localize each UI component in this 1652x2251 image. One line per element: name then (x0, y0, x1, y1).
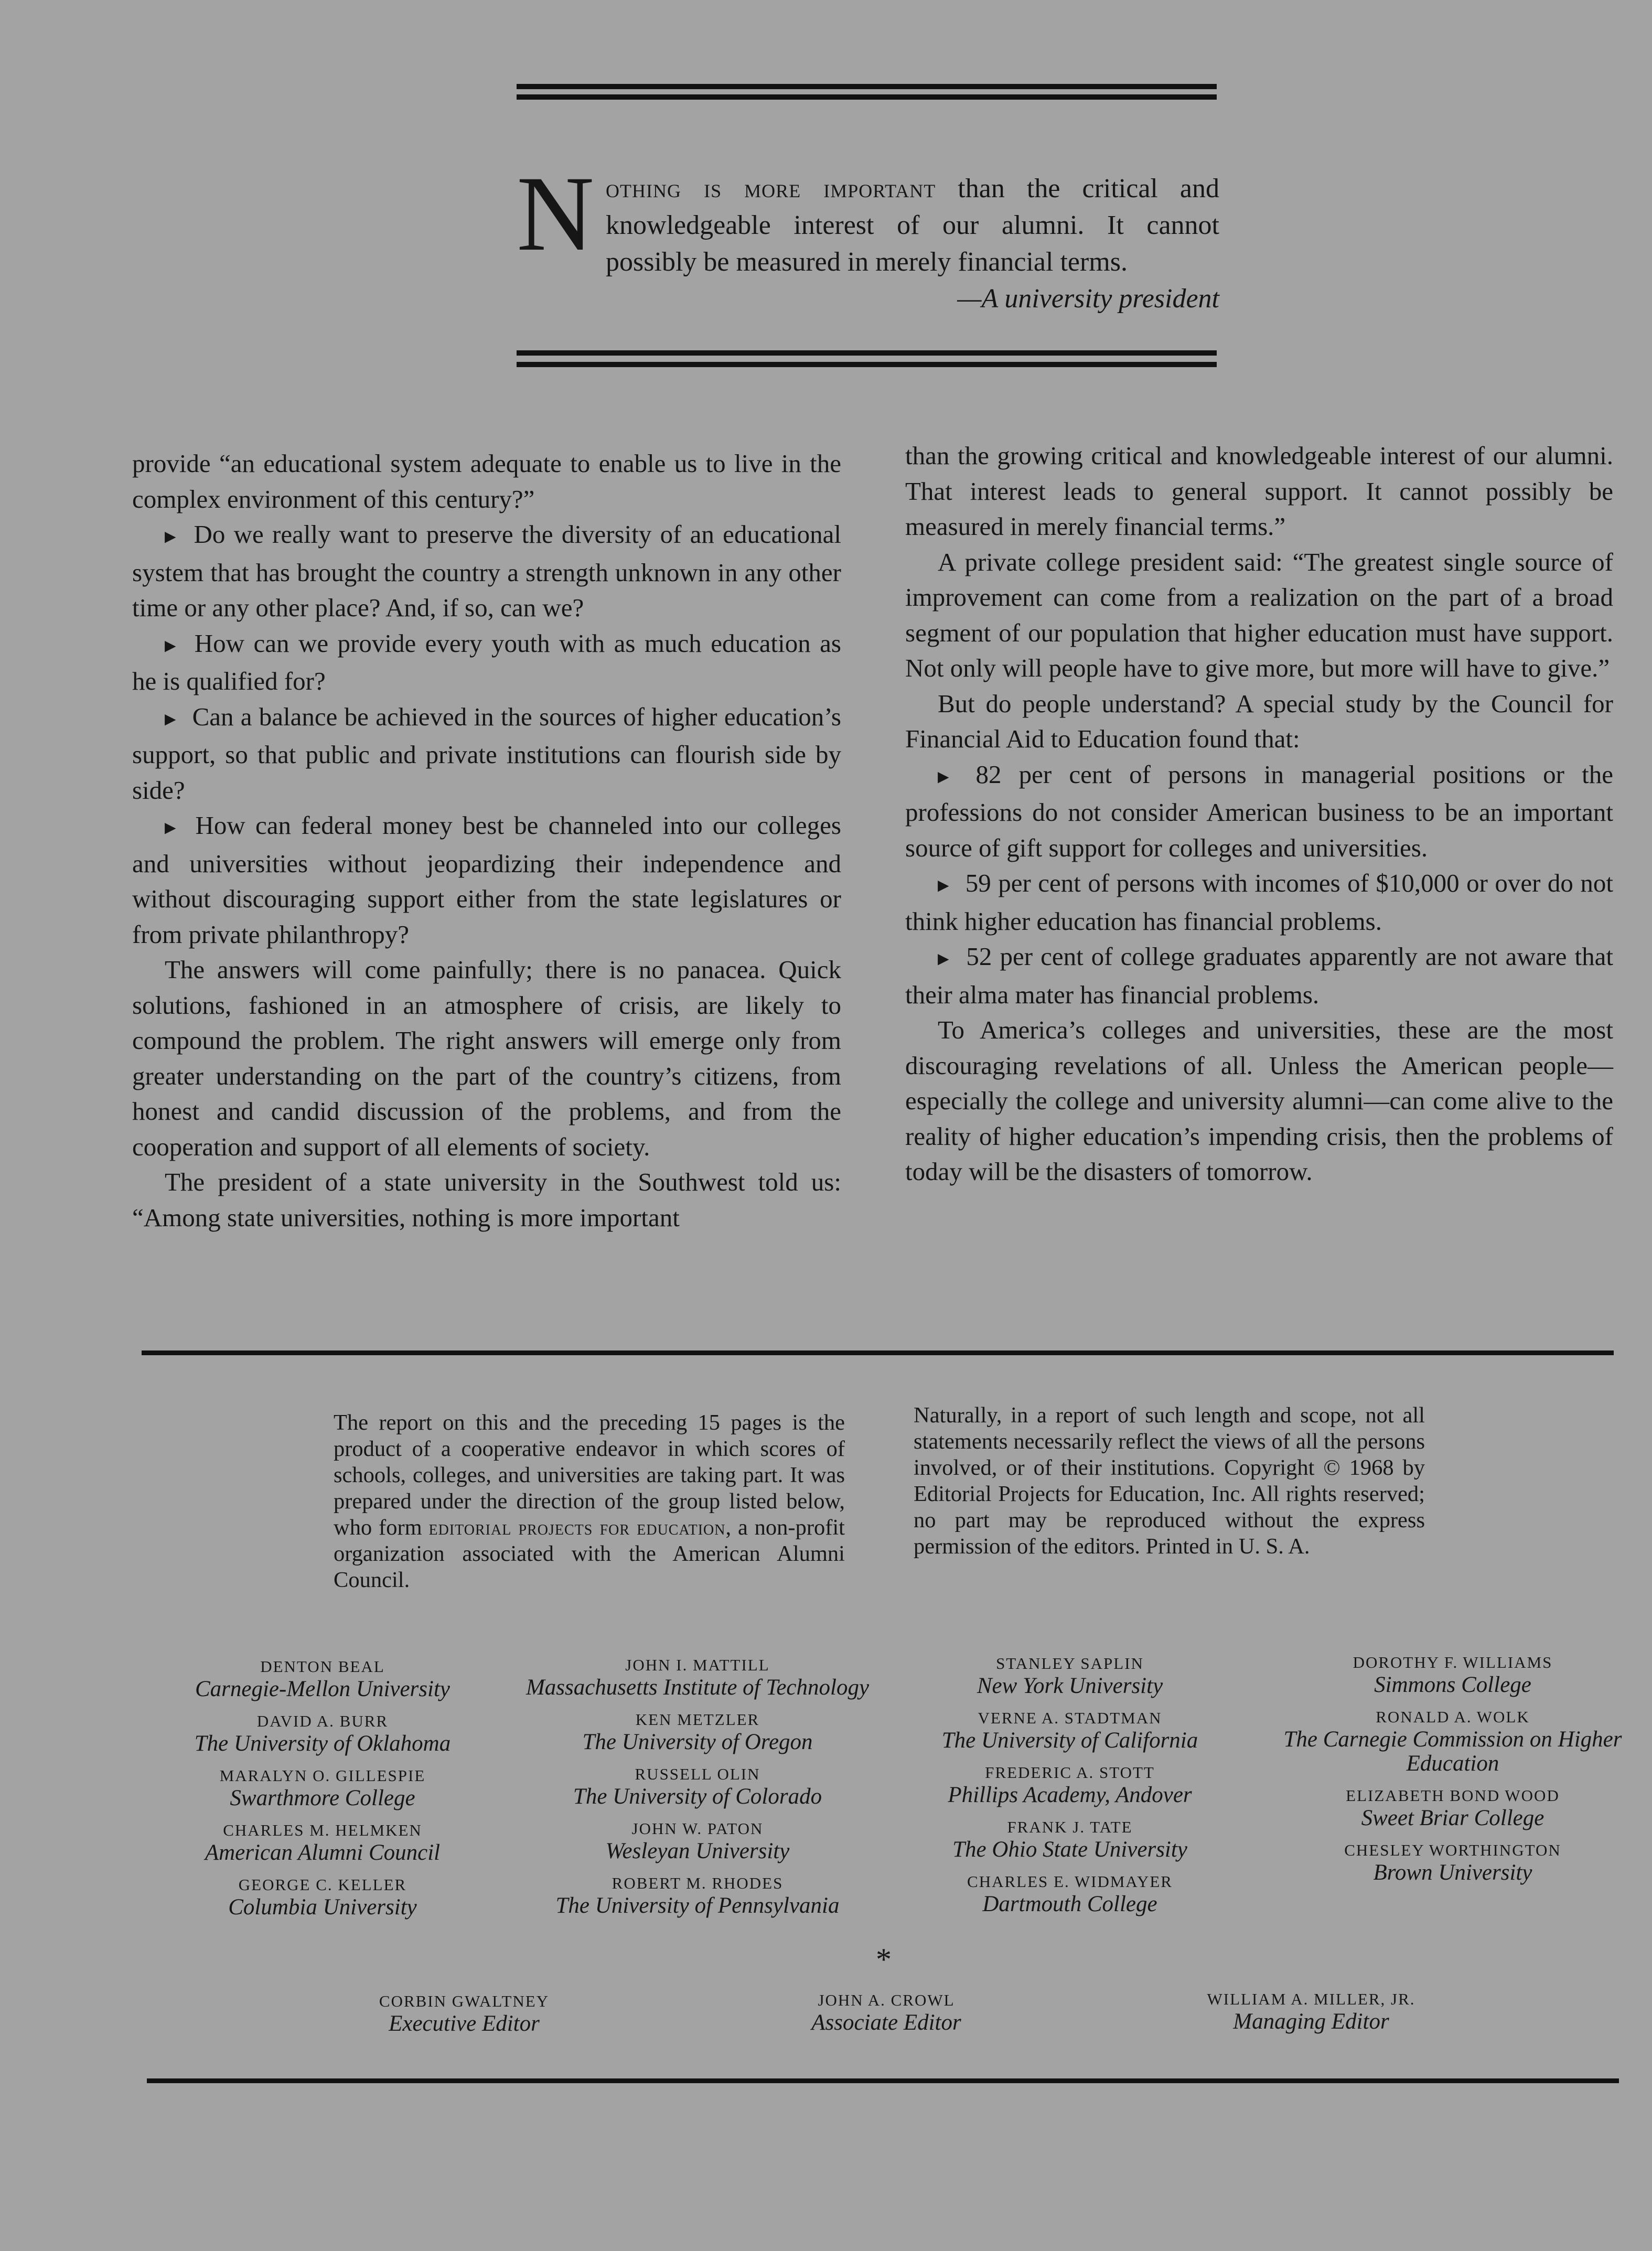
pull-quote (517, 154, 1220, 317)
editor-role: Associate Editor (811, 2010, 961, 2035)
staff-name: CHARLES M. HELMKEN (223, 1821, 422, 1839)
staff-name: JOHN I. MATTILL (625, 1656, 770, 1674)
staff-name: ELIZABETH BOND WOOD (1346, 1786, 1560, 1805)
staff-column-3 (907, 1653, 1232, 1926)
staff-affiliation: The University of Pennsylvania (555, 1893, 840, 1918)
separator-asterisk: * (876, 1942, 892, 1977)
paragraph-text: provide “an educational system adequate to enable us to live in the complex environment of this century?” (132, 449, 841, 513)
bullet-arrow-icon: ▶ (165, 711, 177, 727)
paragraph (132, 1164, 841, 1235)
section-divider-bottom (147, 2078, 1619, 2083)
bullet-arrow-icon: ▶ (165, 637, 179, 654)
staff-member (907, 1817, 1232, 1862)
staff-member (907, 1871, 1232, 1916)
staff-affiliation: New York University (977, 1674, 1163, 1698)
quote-rule-bottom-2 (517, 362, 1217, 367)
paragraph-text: Do we really want to preserve the diversity of an educational system that has brought the country a strength unknown in any other time or any other place? And, if so, can we? (132, 520, 841, 622)
staff-affiliation: The University of California (941, 1728, 1198, 1753)
staff-member (157, 1656, 488, 1701)
bullet-arrow-icon: ▶ (938, 768, 960, 785)
staff-name: DENTON BEAL (260, 1657, 385, 1676)
staff-member (524, 1764, 871, 1809)
paragraph (132, 626, 841, 699)
paragraph (132, 952, 841, 1164)
staff-member (1274, 1840, 1631, 1885)
staff-member (157, 1711, 488, 1756)
paragraph (905, 686, 1613, 757)
staff-member (907, 1762, 1232, 1807)
paragraph-text: How can federal money best be channeled into our colleges and universities without jeopardizing their independence and without discouraging support either from the state legislatures or from private philanthropy? (132, 811, 841, 949)
staff-name: VERNE A. STADTMAN (978, 1709, 1162, 1727)
staff-affiliation: Columbia University (228, 1895, 417, 1920)
staff-affiliation: Phillips Academy, Andover (948, 1783, 1192, 1807)
staff-name: ROBERT M. RHODES (612, 1874, 784, 1892)
paragraph-text: 59 per cent of persons with incomes of $10,000 or over do not think higher education has financial problems. (905, 869, 1613, 936)
credits-left (334, 1410, 845, 1593)
staff-name: MARALYN O. GILLESPIE (219, 1766, 426, 1785)
bullet-arrow-icon: ▶ (938, 877, 950, 894)
pull-quote-dropcap: N (517, 154, 595, 273)
staff-affiliation: The University of Oklahoma (194, 1731, 451, 1756)
staff-affiliation: Brown University (1373, 1860, 1532, 1885)
paragraph (905, 438, 1613, 544)
editor-name: WILLIAM A. MILLER, JR. (1207, 1990, 1415, 2008)
credits-left-text-before: The report on this and the preceding 15 pages is the product of a cooperative endeavor in which scores of schools, colleges, and universities are taking part. It was prepared under the direction of the group listed below, who form (334, 1410, 845, 1540)
staff-affiliation: Dartmouth College (982, 1892, 1157, 1916)
staff-column-2 (524, 1655, 871, 1927)
article-left-column (132, 446, 841, 1235)
staff-name: RONALD A. WOLK (1376, 1708, 1530, 1726)
staff-member (1274, 1707, 1631, 1776)
staff-name: FREDERIC A. STOTT (985, 1763, 1155, 1782)
staff-affiliation: Swarthmore College (230, 1786, 415, 1810)
editor-2 (755, 1990, 1017, 2035)
staff-member (524, 1709, 871, 1754)
paragraph (905, 865, 1613, 939)
staff-member (157, 1820, 488, 1865)
paragraph (905, 757, 1613, 866)
staff-name: FRANK J. TATE (1007, 1818, 1133, 1836)
staff-column-4 (1274, 1652, 1631, 1894)
editor-1 (315, 1991, 614, 2036)
staff-name: DAVID A. BURR (256, 1712, 389, 1730)
pull-quote-attribution: —A university president (957, 284, 1219, 314)
paragraph-text: Can a balance be achieved in the sources of higher education’s support, so that public and private institutions can flourish side by side? (132, 702, 841, 805)
bullet-arrow-icon: ▶ (938, 951, 951, 967)
credits-org-name: editorial projects for education (428, 1516, 726, 1539)
paragraph-text: To America’s colleges and universities, these are the most discouraging revelations of all. Unless the American people—especially the college and university alumni—can come alive to the reality of higher education’s impending crisis, then the problems of today will be the disasters of tomorrow. (905, 1015, 1613, 1186)
staff-member (524, 1655, 871, 1700)
editor-name: JOHN A. CROWL (818, 1991, 955, 2009)
staff-name: GEORGE C. KELLER (238, 1875, 407, 1894)
paragraph (905, 1012, 1613, 1189)
staff-member (1274, 1785, 1631, 1830)
paragraph-text: The answers will come painfully; there is no panacea. Quick solutions, fashioned in an atmosphere of crisis, are likely to compound the problem. The right answers will emerge only from greater understanding on the part of the country’s citizens, from honest and candid discussion of the problems, and from the cooperation and support of all elements of society. (132, 955, 841, 1161)
pull-quote-text: than the critical and knowledgeable interest of our alumni. It cannot possibly be measured in merely financial terms. (606, 174, 1220, 277)
staff-affiliation: Simmons College (1374, 1673, 1531, 1697)
paragraph-text: A private college president said: “The greatest single source of improvement can come from a realization on the part of a broad segment of our population that higher education must have support. Not only will people have to give more, but more will have to give.” (905, 547, 1613, 682)
paragraph (905, 939, 1613, 1012)
staff-affiliation: The Carnegie Commission on Higher Education (1283, 1727, 1622, 1776)
bullet-arrow-icon: ▶ (165, 820, 180, 836)
paragraph-text: The president of a state university in the Southwest told us: “Among state universities, nothing is more important (132, 1167, 841, 1232)
quote-rule-bottom-1 (517, 350, 1217, 356)
staff-name: CHARLES E. WIDMAYER (967, 1872, 1173, 1891)
quote-rule-top-2 (517, 94, 1217, 100)
paragraph-text: How can we provide every youth with as much education as he is qualified for? (132, 628, 841, 695)
paragraph (905, 544, 1613, 686)
editor-name: CORBIN GWALTNEY (379, 1992, 550, 2010)
credits-left-text-after: , a non-profit organization associated with the American Alumni Council. (334, 1515, 845, 1592)
staff-affiliation: The University of Colorado (573, 1784, 822, 1809)
paragraph (132, 808, 841, 952)
staff-affiliation: Wesleyan University (605, 1839, 790, 1863)
paragraph-text: 82 per cent of persons in managerial positions or the professions do not consider American business to be an important source of gift support for colleges and universities. (905, 759, 1613, 862)
staff-member (157, 1765, 488, 1810)
bullet-arrow-icon: ▶ (165, 529, 178, 545)
editor-role: Managing Editor (1233, 2009, 1389, 2034)
staff-affiliation: American Alumni Council (205, 1840, 441, 1865)
staff-column-1 (157, 1656, 488, 1929)
article-right-column (905, 438, 1613, 1189)
staff-member (524, 1818, 871, 1863)
staff-affiliation: The Ohio State University (952, 1837, 1187, 1862)
paragraph-text: than the growing critical and knowledgeable interest of our alumni. That interest leads to general support. It cannot possibly be measured in merely financial terms.” (905, 441, 1613, 541)
editor-role: Executive Editor (389, 2011, 540, 2036)
paragraph (132, 517, 841, 626)
quote-rule-top-1 (517, 84, 1217, 89)
paragraph (132, 446, 841, 517)
staff-name: RUSSELL OLIN (635, 1765, 760, 1783)
paragraph (132, 699, 841, 808)
staff-affiliation: The University of Oregon (582, 1730, 813, 1754)
staff-name: DOROTHY F. WILLIAMS (1353, 1653, 1553, 1671)
staff-member (1274, 1652, 1631, 1697)
paragraph-text: But do people understand? A special study by the Council for Financial Aid to Education found that: (905, 689, 1613, 753)
staff-affiliation: Massachusetts Institute of Technology (525, 1675, 870, 1700)
staff-member (524, 1873, 871, 1918)
staff-member (907, 1653, 1232, 1698)
staff-affiliation: Sweet Briar College (1361, 1806, 1544, 1830)
staff-name: JOHN W. PATON (631, 1819, 764, 1838)
staff-name: STANLEY SAPLIN (996, 1654, 1144, 1673)
paragraph-text: 52 per cent of college graduates apparently are not aware that their alma mater has financial problems. (905, 942, 1613, 1009)
staff-name: CHESLEY WORTHINGTON (1344, 1841, 1561, 1859)
staff-affiliation: Carnegie-Mellon University (195, 1677, 450, 1701)
editor-3 (1143, 1989, 1479, 2034)
staff-name: KEN METZLER (635, 1710, 760, 1729)
section-divider-top (142, 1350, 1614, 1355)
staff-member (907, 1708, 1232, 1753)
credits-right: Naturally, in a report of such length and scope, not all statements necessarily reflect the views of all the persons involved, or of their institutions. Copyright © 1968 by Editorial Projects for Education, Inc. All rights reserved; no part may be reproduced without the express permission of the editors. Printed in U. S. A. (914, 1403, 1425, 1559)
pull-quote-lead: othing is more important (606, 174, 936, 203)
staff-member (157, 1874, 488, 1920)
